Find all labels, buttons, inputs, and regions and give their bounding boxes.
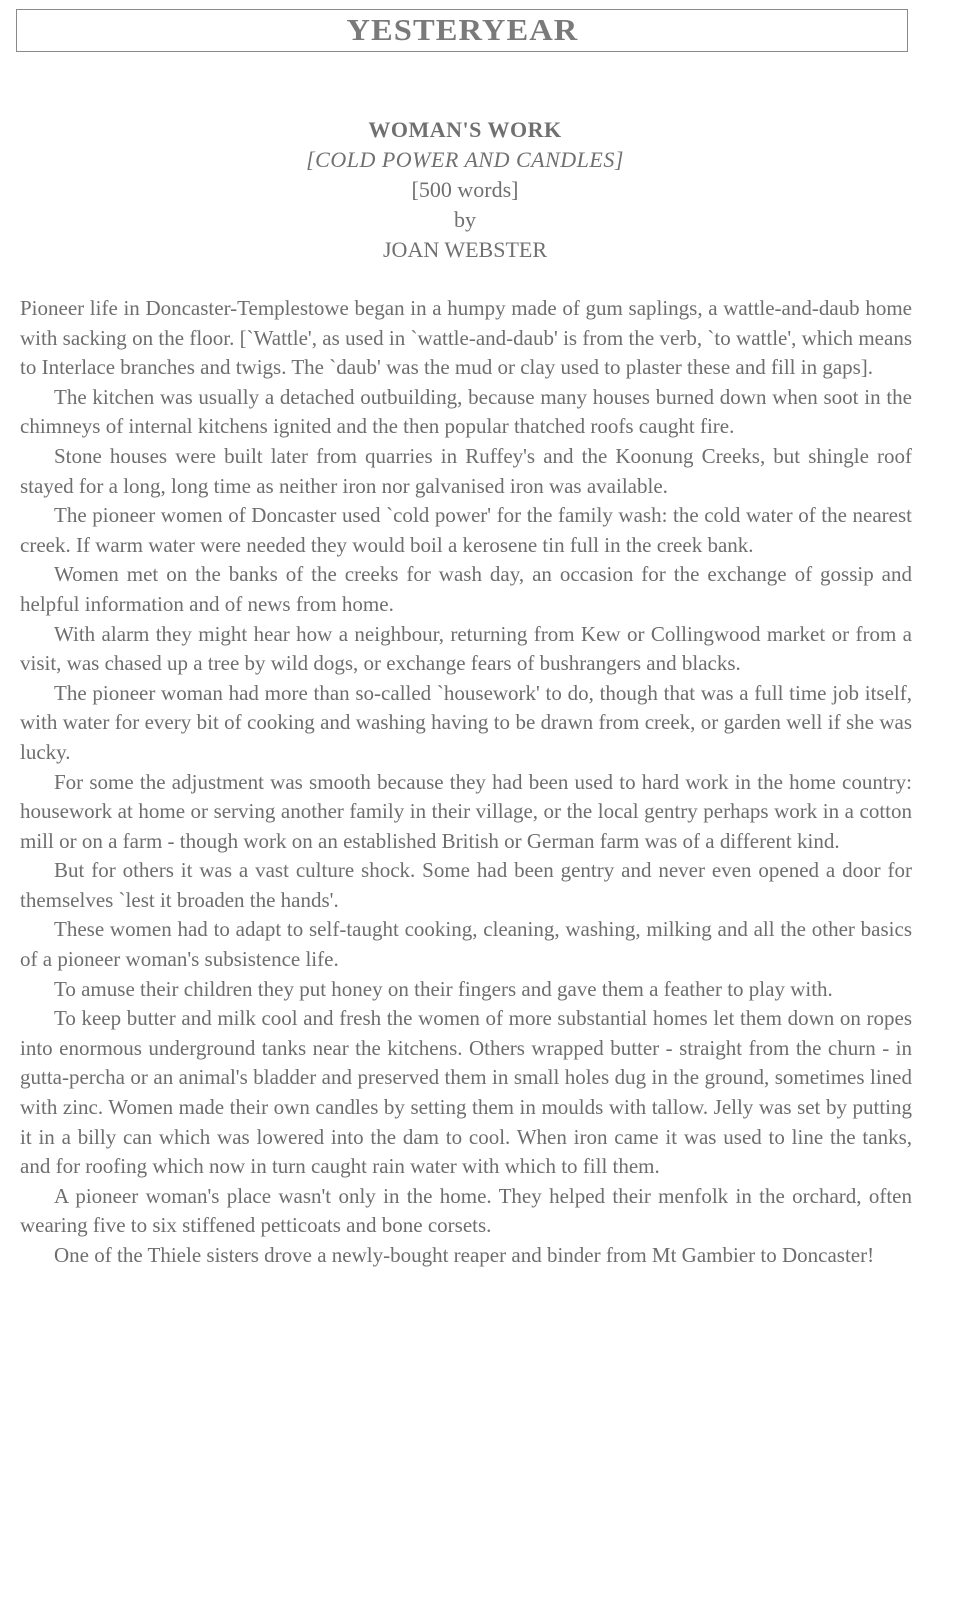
paragraph: Stone houses were built later from quarries in Ruffey's and the Koonung Creeks, but shingle roof stayed for a long, long time as neither iron nor galvanised iron was available. [20,443,912,498]
article-title: WOMAN'S WORK [368,117,562,142]
paragraph: The pioneer woman had more than so-called `housework' to do, though that was a full time job itself, with water for every bit of cooking and washing having to be drawn from creek, or garden well if she was lucky. [20,680,912,764]
paragraph: These women had to adapt to self-taught cooking, cleaning, washing, milking and all the other basics of a pioneer woman's subsistence life. [20,917,912,972]
paragraph: For some the adjustment was smooth because they had been used to hard work in the home country: housework at home or serving another family in their village, or the local gentry perhaps work in a cotton mill or on a farm - though work on an established British or German farm was of a different kind. [20,769,912,853]
page-header-title: YESTERYEAR [346,12,578,47]
paragraph: But for others it was a vast culture shock. Some had been gentry and never even opened a door for themselves `lest it broaden the hands'. [20,858,912,912]
article-subtitle: [COLD POWER AND CANDLES] [306,147,624,172]
paragraph: To amuse their children they put honey on their fingers and gave them a feather to play with. [54,976,833,1001]
paragraph: The kitchen was usually a detached outbuilding, because many houses burned down when soot in the chimneys of internal kitchens ignited and the then popular thatched roofs caught fire. [20,384,912,439]
byline-by: by [454,207,476,232]
paragraph: To keep butter and milk cool and fresh the women of more substantial homes let them down on ropes into enormous underground tanks near the kitchens. Others wrapped butter - straight from the churn - in gutta-percha or an animal's bladder and preserved them in small holes dug in the ground, sometimes lined with zinc. Women made their own candles by setting them in moulds with tallow. Jelly was set by putting it in a billy can which was lowered into the dam to cool. When iron came it was used to line the tanks, and for roofing which now in turn caught rain water with which to fill them. [20,1006,912,1179]
paragraph: The pioneer women of Doncaster used `cold power' for the family wash: the cold water of the nearest creek. If warm water were needed they would boil a kerosene tin full in the creek bank. [20,503,912,557]
article-title-block [0,115,930,265]
paragraph: Women met on the banks of the creeks for wash day, an occasion for the exchange of gossip and helpful information and of news from home. [20,562,912,616]
author-name: JOAN WEBSTER [383,237,547,262]
word-count: [500 words] [411,177,519,202]
paragraph: A pioneer woman's place wasn't only in the home. They helped their menfolk in the orchard, often wearing five to six stiffened petticoats and bone corsets. [20,1183,912,1238]
paragraph: With alarm they might hear how a neighbour, returning from Kew or Collingwood market or from a visit, was chased up a tree by wild dogs, or exchange fears of bushrangers and blacks. [20,621,912,676]
paragraph: One of the Thiele sisters drove a newly-bought reaper and binder from Mt Gambier to Doncaster! [54,1243,875,1267]
article-body [20,294,912,1271]
paragraph: Pioneer life in Doncaster-Templestowe began in a humpy made of gum saplings, a wattle-and-daub home with sacking on the floor. [`Wattle', as used in `wattle-and-daub' is from the verb, `to wattle', which means to Interlace branches and twigs. The `daub' was the mud or clay used to plaster these and fill in gaps]. [20,296,912,380]
header-box [16,9,908,52]
